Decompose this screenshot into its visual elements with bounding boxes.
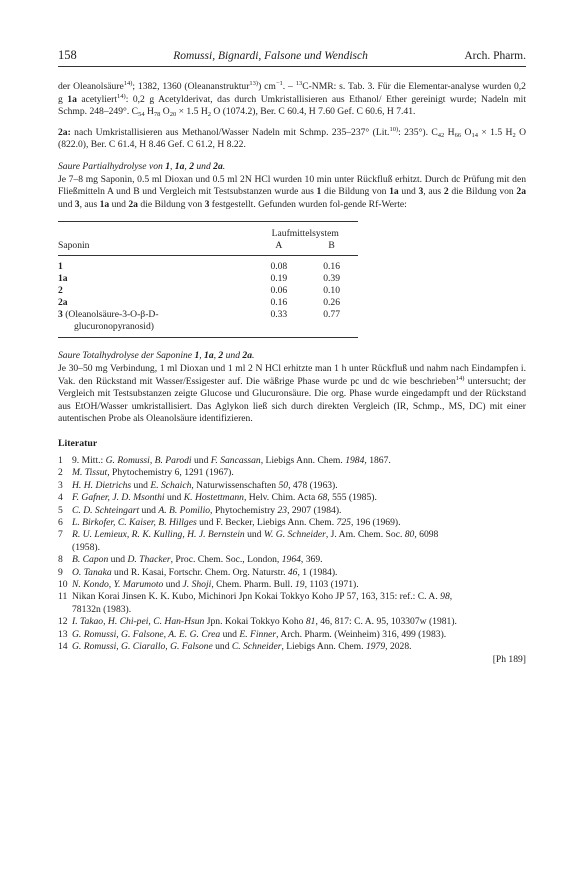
reference-item: 11 Nikan Korai Jinsen K. K. Kubo, Michinori Jpn Kokai Tokkyo Koho JP 57, 163, 315: ref.: C. A. 98, 78132n (1983).: [58, 591, 453, 615]
reference-item: 14 G. Romussi, G. Ciarallo, G. Falsone und C. Schneider, Liebigs Ann. Chem. 1979, 2028.: [58, 641, 412, 652]
partial-hydrolysis-heading: Saure Partialhydrolyse von 1, 1a, 2 und 2a.: [58, 160, 226, 172]
reference-item: 7 R. U. Lemieux, R. K. Kulling, H. J. Bernstein und W. G. Schneider, J. Am. Chem. Soc. 80, 6098 (1958).: [58, 529, 439, 553]
reference-item: 12 I. Takao, H. Chi-pei, C. Han-Hsun Jpn. Kokai Tokkyo Koho 81, 46, 817: C. A. 95, 103307w (1981).: [58, 616, 457, 628]
laufmittelsystem-header: Laufmittelsystem: [271, 228, 339, 240]
page: [58, 48, 526, 665]
reference-item: 1 9. Mitt.: G. Romussi, B. Parodi und F. Sancassan, Liebigs Ann. Chem. 1984, 1867.: [58, 454, 391, 466]
reference-list: [58, 455, 526, 654]
reference-item: 4 F. Gafner, J. D. Msonthi und K. Hostettmann, Helv. Chim. Acta 68, 555 (1985).: [58, 492, 377, 504]
reference-item: 10 N. Kondo, Y. Marumoto und J. Shoji, Chem. Pharm. Bull. 19, 1103 (1971).: [58, 578, 359, 590]
reference-item: 8 B. Capon und D. Thacker, Proc. Chem. Soc., London, 1964, 369.: [58, 554, 323, 566]
table-row-continuation: glucuronopyranosid): [58, 321, 358, 338]
page-number: 158: [58, 48, 77, 62]
compound-2a-paragraph: 2a: nach Umkristallisieren aus Methanol/Wasser Nadeln mit Schmp. 235–237° (Lit.$^{10)}$: 235°). $C_{42}$ $H_{66}$ $O_{14} \times 1.5$ $H_2$ O (822.0), Ber. C 61.4, H 8.46 Gef. C 61.2, H 8.22.: [58, 125, 527, 151]
reference-item: 6 L. Birkofer, C. Kaiser, B. Hillges und F. Becker, Liebigs Ann. Chem. 725, 196 (1969).: [58, 516, 401, 528]
reference-item: 3 H. H. Dietrichs und E. Schaich, Naturwissenschaften 50, 478 (1963).: [58, 479, 338, 491]
reference-item: 2 M. Tissut, Phytochemistry 6, 1291 (1967).: [58, 467, 234, 479]
column-a-header: A: [252, 240, 305, 256]
total-hydrolysis-paragraph: Je 30–50 mg Verbindung, 1 ml Dioxan und 1 ml 2 N HCl erhitzte man 1 h unter Rückfluß und nahm nach Eindampfen i. Vak. den Rückstand mit Wasser/Essigester auf. Die wäßrige Phase wurde pc und dc wie beschrieben$^{14)}$ untersucht; der Vergleich mit Testsubstanzen zeigte Glucose und Glucuronsäure. Die org. Phase wurde eingedampft und der Rückstand aus EtOH/Wasser umkristallisiert. Das Aglykon ließ sich durch direkten Vergleich (IR, Schmp., MS, DC) mit einer autentischen Probe als Oleanolsäure identifizieren.: [58, 362, 526, 425]
intro-paragraph: der Oleanolsäure$^{14)}$; 1382, 1360 (Oleananstruktur$^{13)}$) $cm^{-1}$. – $^{13}$C-NMR: s. Tab. 3. Für die Elementar-analyse wurden 0,2 g 1a acetyliert$^{14)}$: 0,2 g Acetylderivat, das durch Umkristallisieren aus Ethanol/ Ether gereinigt wurde; Nadeln mit Schmp. 248–249°. $C_{54}$ $H_{78}$ $O_{20} \times 1.5$ $H_2$ O (1074.2), Ber. C 60.4, H 7.60 Gef. C 60.6, H 7.41.: [58, 80, 526, 119]
header-journal: Arch. Pharm.: [464, 50, 526, 62]
reference-item: 13 G. Romussi, G. Falsone, A. E. G. Crea und E. Finner, Arch. Pharm. (Weinheim) 316, 499 (1983).: [58, 628, 447, 640]
table-row: 1 0.08 0.16: [58, 261, 340, 273]
reference-item: 9 O. Tanaka und R. Kasai, Fortschr. Chem. Org. Naturstr. 46, 1 (1984).: [58, 566, 338, 578]
table-row: 3 (Oleanolsäure-3-O-β-D- 0.33 0.77: [58, 309, 340, 321]
table-row: 2a 0.16 0.26: [58, 297, 340, 309]
total-hydrolysis-heading: Saure Totalhydrolyse der Saponine 1, 1a, 2 und 2a.: [58, 350, 255, 362]
table-row: 1a 0.19 0.39: [58, 273, 340, 285]
rf-values-table: [58, 221, 358, 338]
column-b-header: B: [305, 240, 358, 256]
header-authors: Romussi, Bignardi, Falsone und Wendisch: [173, 50, 368, 62]
ph-reference-code: [Ph 189]: [492, 654, 526, 666]
reference-item: 5 C. D. Schteingart und A. B. Pomilio, Phytochemistry 23, 2907 (1984).: [58, 504, 342, 516]
literature-heading: Literatur: [58, 437, 98, 449]
partial-hydrolysis-paragraph: Je 7–8 mg Saponin, 0.5 ml Dioxan und 0.5 ml 2N HCl wurden 10 min unter Rückfluß erhitzt. Durch dc Prüfung mit den Fließmitteln A und B und Vergleich mit Testsubstanzen wurde aus 1 die Bildung von 1a und 3, aus 2 die Bildung von 2a und 3, aus 1a und 2a die Bildung von 3 festgestellt. Gefunden wurden fol-gende Rf-Werte:: [58, 173, 527, 210]
table-row: 2 0.06 0.10: [58, 285, 340, 297]
running-header: [58, 48, 526, 67]
saponin-column-header: Saponin: [58, 240, 252, 256]
